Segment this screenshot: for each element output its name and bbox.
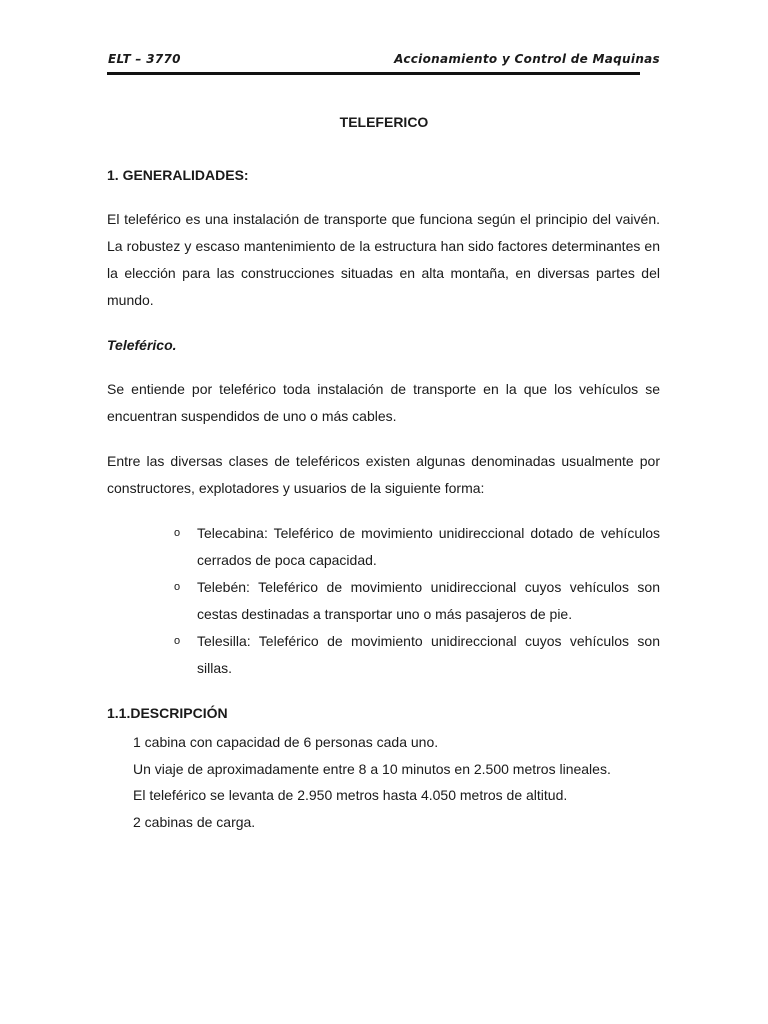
paragraph-generalidades: El teleférico es una instalación de transporte que funciona según el principio del vaivén. La robustez y escaso mantenimiento de la estructura han sido factores determinantes en la elección para las construcciones situadas en alta montaña, en diversas partes del mundo. bbox=[107, 211, 660, 308]
description-line: 2 cabinas de carga. bbox=[133, 813, 256, 830]
bullet-circle-icon: o bbox=[174, 635, 181, 647]
subheading-teleferico: Teleférico. bbox=[107, 337, 177, 353]
header-course-title: Accionamiento y Control de Maquinas bbox=[394, 52, 660, 66]
list-item-text: Telebén: Teleférico de movimiento unidireccional cuyos vehículos son cestas destinadas a transportar uno o más pasajeros de pie. bbox=[197, 579, 660, 622]
page-header bbox=[107, 50, 660, 72]
header-rule bbox=[107, 72, 640, 75]
paragraph-types-intro: Entre las diversas clases de teleféricos existen algunas denominadas usualmente por constructores, explotadores y usuarios de la siguiente forma: bbox=[107, 453, 660, 496]
paragraph-definition: Se entiende por teleférico toda instalación de transporte en la que los vehículos se encuentran suspendidos de uno o más cables. bbox=[107, 381, 660, 424]
list-item-text: Telesilla: Teleférico de movimiento unidireccional cuyos vehículos son sillas. bbox=[197, 633, 660, 676]
bullet-circle-icon: o bbox=[174, 581, 181, 593]
list-item bbox=[174, 574, 660, 628]
section-heading-descripcion: 1.1.DESCRIPCIÓN bbox=[107, 705, 228, 721]
bullet-circle-icon: o bbox=[174, 527, 181, 539]
teleferico-types-list bbox=[174, 520, 660, 682]
description-line: El teleférico se levanta de 2.950 metros hasta 4.050 metros de altitud. bbox=[133, 787, 568, 803]
header-course-code: ELT – 3770 bbox=[108, 52, 181, 66]
document-title: TELEFERICO bbox=[339, 114, 429, 130]
description-line: 1 cabina con capacidad de 6 personas cada uno. bbox=[133, 734, 439, 750]
section-heading-generalidades: 1. GENERALIDADES: bbox=[107, 167, 249, 183]
list-item-text: Telecabina: Teleférico de movimiento unidireccional dotado de vehículos cerrados de poca capacidad. bbox=[197, 525, 660, 568]
description-lines bbox=[133, 729, 693, 835]
list-item bbox=[174, 628, 660, 682]
description-line: Un viaje de aproximadamente entre 8 a 10 minutos en 2.500 metros lineales. bbox=[133, 760, 611, 777]
list-item bbox=[174, 520, 660, 574]
